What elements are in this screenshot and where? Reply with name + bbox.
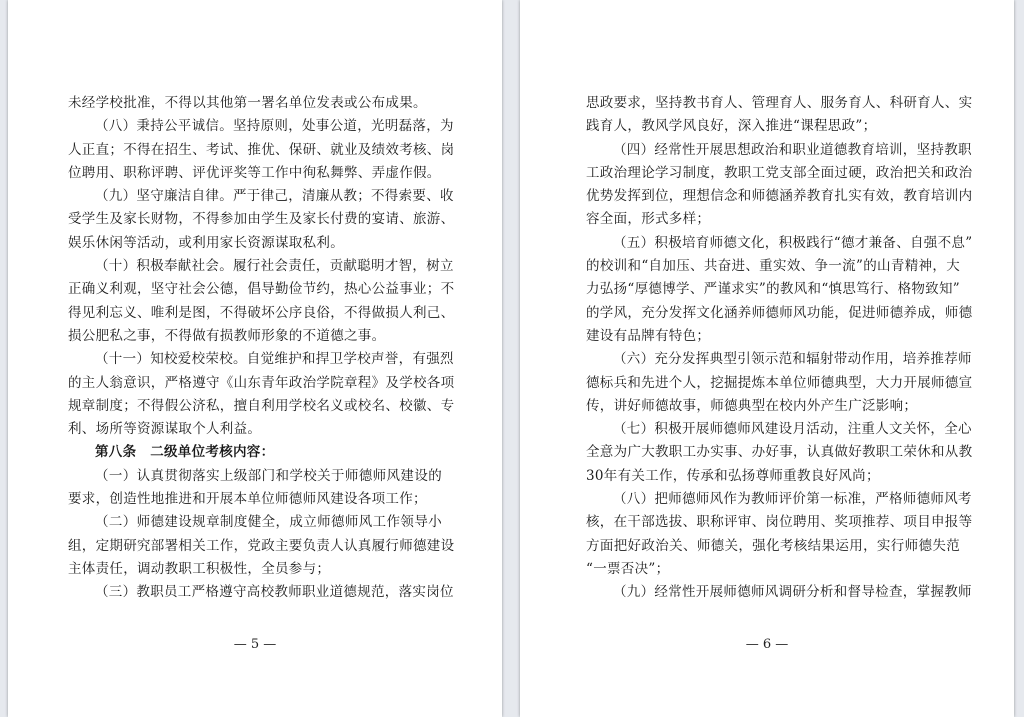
- text-line: （九）经常性开展师德师风调研分析和督导检查，掌握教师: [613, 584, 972, 601]
- text-line: （十一）知校爱校荣校。自觉维护和捍卫学校声誉，有强烈: [95, 351, 454, 368]
- text-line: 的校训和“自加压、共奋进、重实效、争一流”的山青精神，大: [586, 258, 960, 275]
- document-page-5: [8, 0, 502, 717]
- text-line: 位聘用、职称评聘、评优评奖等工作中徇私舞弊、弄虚作假。: [68, 164, 441, 181]
- text-line: （三）教职员工严格遵守高校教师职业道德规范，落实岗位: [95, 584, 454, 601]
- text-line: （五）积极培育师德文化，积极践行“德才兼备、自强不息”: [613, 234, 973, 251]
- text-line: 规章制度；不得假公济私，擅自利用学校名义或校名、校徽、专: [68, 397, 455, 414]
- text-line: 建设有品牌有特色；: [586, 327, 711, 344]
- text-line: 力弘扬“厚德博学、严谨求实”的教风和“慎思笃行、格物致知”: [586, 281, 960, 298]
- text-line: （六）充分发挥典型引领示范和辐射带动作用，培养推荐师: [613, 351, 972, 368]
- text-line: 的学风，充分发挥文化涵养师德师风功能，促进师德养成，师德: [586, 304, 973, 321]
- text-line: 娱乐休闲等活动，或利用家长资源谋取私利。: [68, 234, 344, 251]
- text-line: 容全面，形式多样；: [586, 211, 711, 228]
- text-line: 传，讲好师德故事，师德典型在校内外产生广泛影响；: [586, 397, 918, 414]
- text-line: 受学生及家长财物，不得参加由学生及家长付费的宴请、旅游、: [68, 211, 455, 228]
- text-line: 践育人，教风学风良好，深入推进“课程思政”；: [586, 118, 877, 135]
- text-line: 30年有关工作，传承和弘扬尊师重教良好风尚；: [586, 467, 880, 484]
- page-number: — 5 —: [233, 637, 277, 652]
- text-line: 工政治理论学习制度，教职工党支部全面过硬，政治把关和政治: [586, 164, 973, 181]
- text-line: 组，定期研究部署相关工作，党政主要负责人认真履行师德建设: [68, 537, 455, 554]
- page-5-body: [68, 92, 455, 605]
- text-line: 人正直；不得在招生、考试、推优、保研、就业及绩效考核、岗: [68, 141, 455, 158]
- text-line: （二）师德建设规章制度健全，成立师德师风工作领导小: [95, 514, 442, 531]
- text-line: 要求，创造性地推进和开展本单位师德师风建设各项工作；: [68, 491, 427, 508]
- text-line: 思政要求，坚持教书育人、管理育人、服务育人、科研育人、实: [586, 95, 973, 111]
- text-line: 德标兵和先进个人，挖掘提炼本单位师德典型，大力开展师德宣: [586, 374, 973, 391]
- text-line: 的主人翁意识，严格遵守《山东青年政治学院章程》及学校各项: [68, 374, 455, 391]
- text-line: 利、场所等资源谋取个人利益。: [68, 421, 262, 438]
- page-6-body: [586, 92, 973, 605]
- page-number: — 6 —: [745, 637, 789, 652]
- text-line: 方面把好政治关、师德关，强化考核结果运用，实行师德失范: [586, 537, 960, 554]
- text-line: （七）积极开展师德师风建设月活动，注重人文关怀，全心: [613, 421, 972, 438]
- text-line: （四）经常性开展思想政治和职业道德教育培训，坚持教职: [613, 141, 972, 158]
- text-line: 核，在干部选拔、职称评审、岗位聘用、奖项推荐、项目申报等: [586, 514, 973, 531]
- text-line: （十）积极奉献社会。履行社会责任，贡献聪明才智，树立: [95, 258, 454, 275]
- text-line: 损公肥私之事，不得做有损教师形象的不道德之事。: [68, 327, 386, 344]
- document-page-6: [520, 0, 1014, 717]
- text-line: 得见利忘义、唯利是图，不得破坏公序良俗，不得做损人利己、: [68, 304, 455, 321]
- text-line: 主体责任，调动教职工积极性，全员参与；: [68, 560, 331, 577]
- text-line: 全意为广大教职工办实事、办好事，认真做好教职工荣休和从教: [586, 444, 973, 461]
- text-line: （一）认真贯彻落实上级部门和学校关于师德师风建设的: [95, 467, 442, 484]
- text-line: （八）把师德师风作为教师评价第一标准，严格师德师风考: [613, 491, 972, 508]
- text-line: （八）秉持公平诚信。坚持原则，处事公道，光明磊落，为: [95, 118, 454, 135]
- text-line: 优势发挥到位，理想信念和师德涵养教育扎实有效，教育培训内: [586, 188, 973, 205]
- text-line: 未经学校批准，不得以其他第一署名单位发表或公布成果。: [68, 95, 427, 111]
- text-line: （九）坚守廉洁自律。严于律己，清廉从教；不得索要、收: [95, 188, 454, 205]
- article-heading: 第八条 二级单位考核内容：: [95, 444, 275, 461]
- text-line: 正确义利观，坚守社会公德，倡导勤俭节约，热心公益事业；不: [68, 281, 455, 298]
- text-line: “一票否决”；: [586, 560, 670, 577]
